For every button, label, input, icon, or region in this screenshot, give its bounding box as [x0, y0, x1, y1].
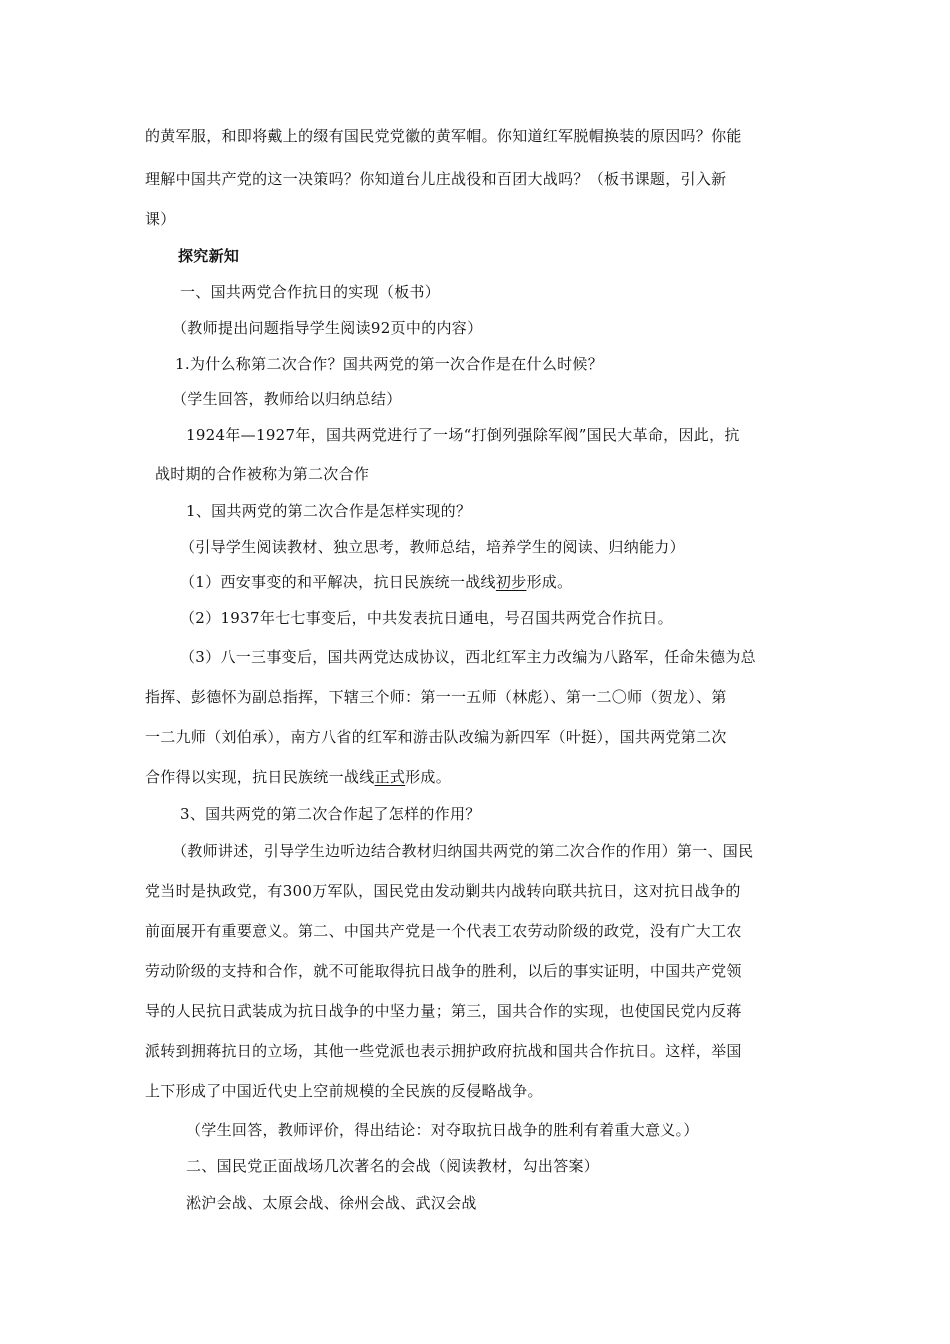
subsection-heading: 一、国共两党合作抗日的实现（板书） [180, 283, 441, 301]
paragraph-line: 派转到拥蒋抗日的立场，其他一些党派也表示拥护政府抗战和国共合作抗日。这样，举国 [145, 1042, 742, 1060]
paragraph-line: 上下形成了中国近代史上空前规模的全民族的反侵略战争。 [145, 1082, 543, 1100]
paragraph-line [145, 767, 451, 787]
paragraph-line: 淞沪会战、太原会战、徐州会战、武汉会战 [186, 1194, 477, 1212]
paragraph-line: （教师提出问题指导学生阅读92页中的内容） [172, 319, 483, 337]
paragraph-line: （引导学生阅读教材、独立思考，教师总结，培养学生的阅读、归纳能力） [180, 538, 685, 556]
list-item: （3）八一三事变后，国共两党达成协议，西北红军主力改编为八路军，任命朱德为总 [180, 648, 756, 666]
paragraph-line: （教师讲述，引导学生边听边结合教材归纳国共两党的第二次合作的作用）第一、国民 [172, 842, 754, 860]
paragraph-line: 的黄军服，和即将戴上的缀有国民党党徽的黄军帽。你知道红军脱帽换装的原因吗？你能 [145, 127, 742, 145]
paragraph-line: 课） [145, 210, 176, 228]
paragraph-line: 导的人民抗日武装成为抗日战争的中坚力量；第三，国共合作的实现，也使国民党内反蒋 [145, 1002, 742, 1020]
list-item: （2）1937年七七事变后，中共发表抗日通电，号召国共两党合作抗日。 [180, 609, 673, 627]
question-line: 1、国共两党的第二次合作是怎样实现的？ [186, 502, 472, 520]
underlined-term: 初步 [495, 573, 527, 591]
paragraph-line: 前面展开有重要意义。第二、中国共产党是一个代表工农劳动阶级的政党，没有广大工农 [145, 922, 742, 940]
paragraph-line: 党当时是执政党，有300万军队，国民党由发动剿共内战转向联共抗日，这对抗日战争的 [145, 882, 741, 900]
text-segment: 合作得以实现，抗日民族统一战线 [145, 768, 375, 786]
text-segment: 形成。 [526, 573, 573, 591]
text-segment: （1）西安事变的和平解决，抗日民族统一战线 [180, 573, 496, 591]
question-line: 3、国共两党的第二次合作起了怎样的作用？ [180, 805, 481, 823]
subsection-heading: 二、国民党正面战场几次著名的会战（阅读教材，勾出答案） [186, 1157, 600, 1175]
underlined-term: 正式 [374, 768, 406, 786]
paragraph-line: 理解中国共产党的这一决策吗？你知道台儿庄战役和百团大战吗？（板书课题，引入新 [145, 170, 727, 188]
list-item [180, 572, 572, 592]
paragraph-line: 战时期的合作被称为第二次合作 [155, 465, 370, 483]
paragraph-line: 指挥、彭德怀为副总指挥，下辖三个师：第一一五师（林彪）、第一二〇师（贺龙）、第 [145, 688, 727, 706]
conclusion-line: （学生回答，教师评价，得出结论：对夺取抗日战争的胜利有着重大意义。） [186, 1121, 699, 1139]
paragraph-line: 一二九师（刘伯承），南方八省的红军和游击队改编为新四军（叶挺），国共两党第二次 [145, 728, 727, 746]
paragraph-line: 1924年—1927年，国共两党进行了一场“打倒列强除军阀”国民大革命，因此，抗 [186, 426, 740, 444]
paragraph-line: 劳动阶级的支持和合作，就不可能取得抗日战争的胜利，以后的事实证明，中国共产党领 [145, 962, 742, 980]
section-heading: 探究新知 [178, 247, 240, 265]
question-line: 1.为什么称第二次合作？国共两党的第一次合作是在什么时候？ [175, 355, 604, 373]
paragraph-line: （学生回答，教师给以归纳总结） [172, 390, 402, 408]
text-segment: 形成。 [405, 768, 452, 786]
